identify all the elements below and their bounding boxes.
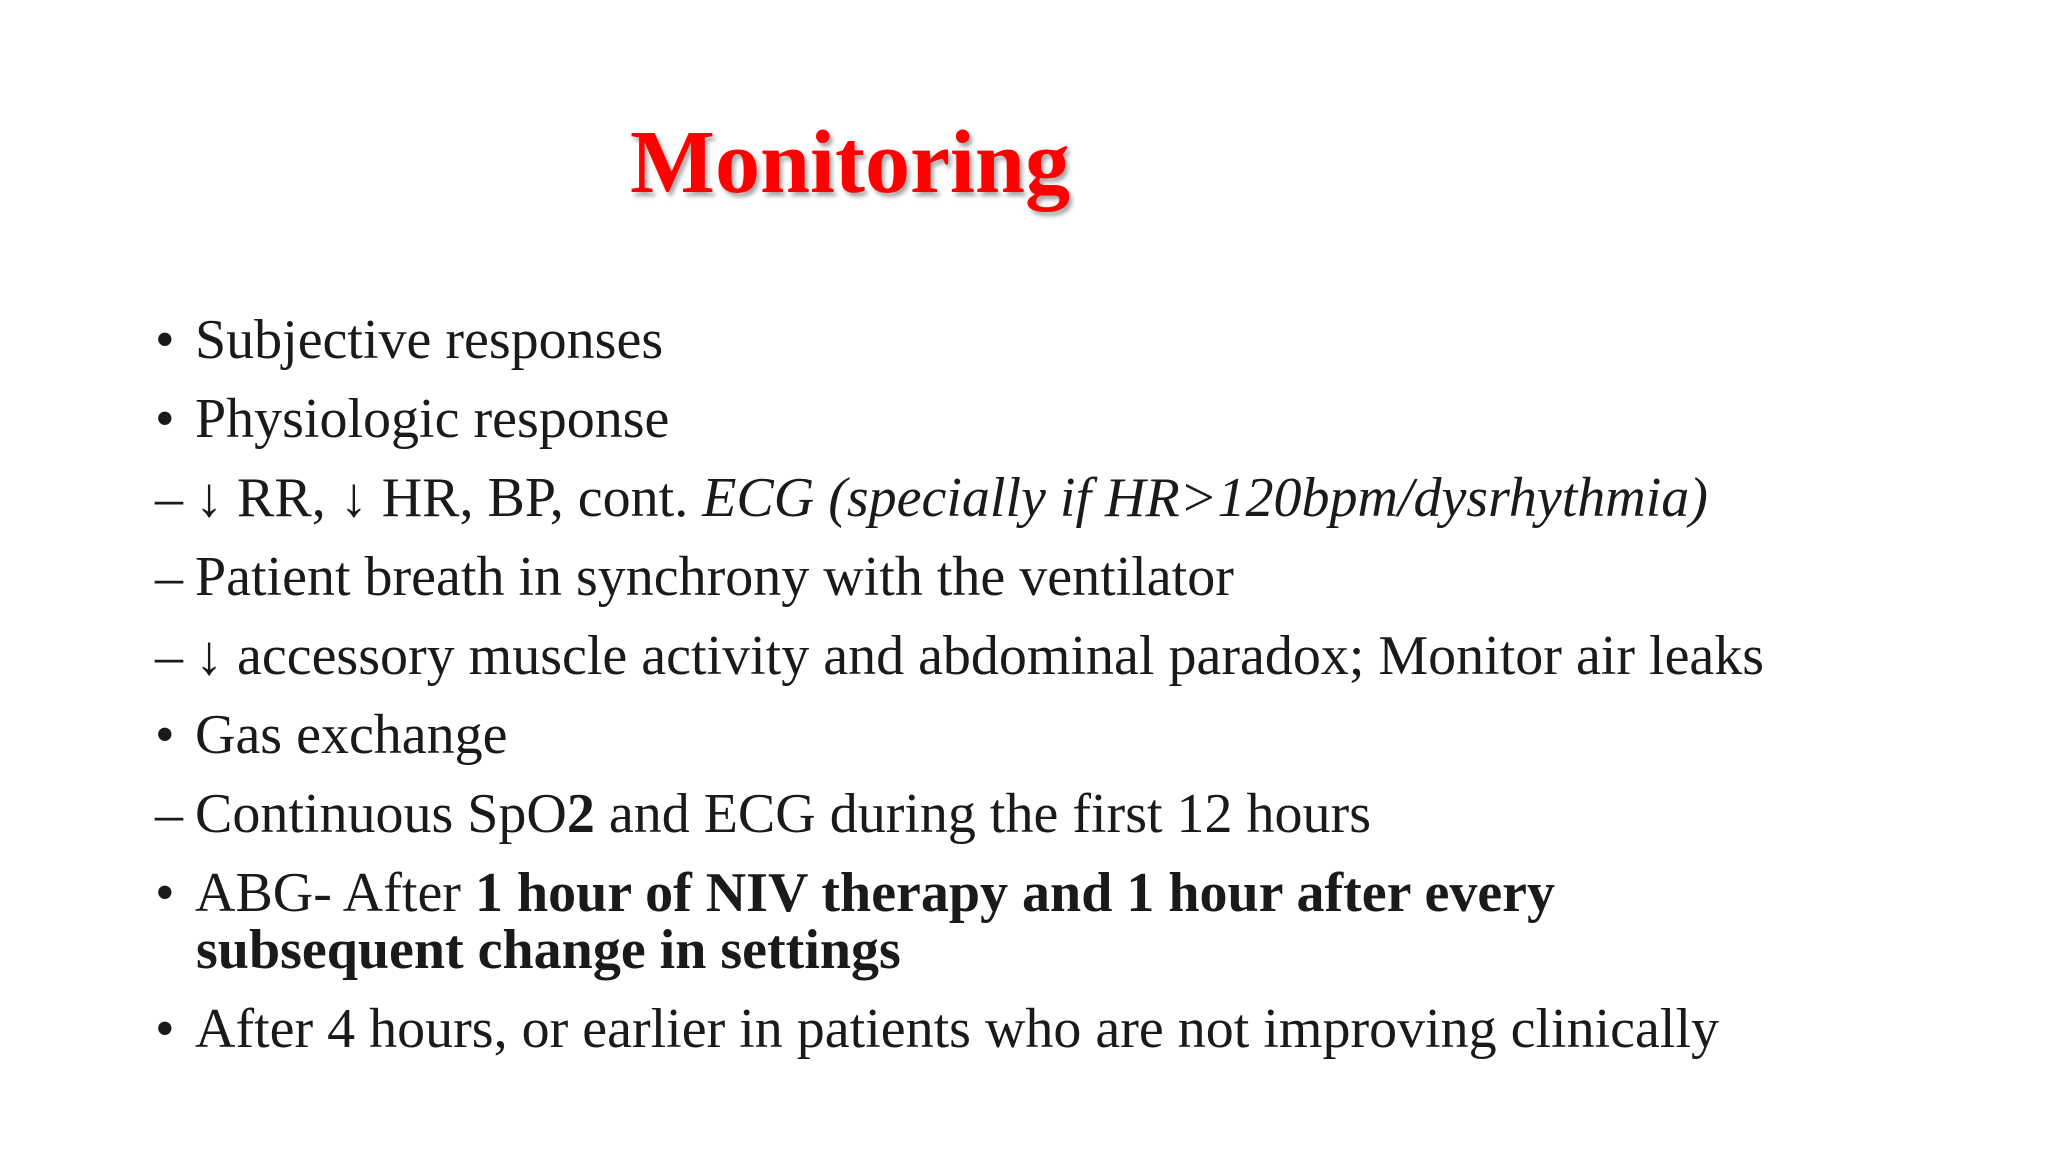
bullet-text: ABG- After	[195, 862, 475, 924]
dash-marker: –	[155, 546, 183, 608]
bullet-continuation: subsequent change in settings	[196, 919, 901, 981]
dash-text-italic: ECG (specially if HR>120bpm/dysrhythmia)	[702, 467, 1708, 529]
bullet-text: Subjective responses	[195, 309, 664, 371]
dash-marker: –	[155, 783, 183, 845]
dash-item	[155, 783, 1371, 845]
bullet-text: Gas exchange	[195, 704, 508, 766]
bullet-marker: •	[155, 388, 175, 450]
dash-item	[155, 546, 1234, 608]
bullet-item	[155, 309, 664, 371]
dash-item	[155, 625, 1765, 687]
dash-text: ↓ RR, ↓ HR, BP, cont.	[195, 467, 703, 529]
bullet-marker: •	[155, 862, 175, 924]
dash-text: and ECG during the first 12 hours	[594, 783, 1371, 845]
dash-item	[155, 467, 1708, 529]
bullet-marker: •	[155, 998, 175, 1060]
bullet-text: After 4 hours, or earlier in patients who are not improving clinically	[195, 998, 1720, 1060]
bullet-item	[155, 704, 508, 766]
bullet-text: Physiologic response	[195, 388, 670, 450]
dash-text: ↓ accessory muscle activity and abdominal paradox; Monitor air leaks	[195, 625, 1765, 687]
dash-marker: –	[155, 625, 183, 687]
bullet-item	[155, 388, 670, 450]
bullet-item	[155, 998, 1720, 1060]
bullet-marker: •	[155, 309, 175, 371]
slide-title: Monitoring	[630, 113, 1070, 212]
dash-text-bold: 2	[566, 783, 595, 845]
dash-marker: –	[155, 467, 183, 529]
bullet-item	[155, 862, 1556, 924]
dash-text: Continuous SpO	[195, 783, 567, 845]
bullet-marker: •	[155, 704, 175, 766]
bullet-text-bold: 1 hour of NIV therapy and 1 hour after every	[474, 862, 1556, 924]
dash-text: Patient breath in synchrony with the ventilator	[195, 546, 1234, 608]
